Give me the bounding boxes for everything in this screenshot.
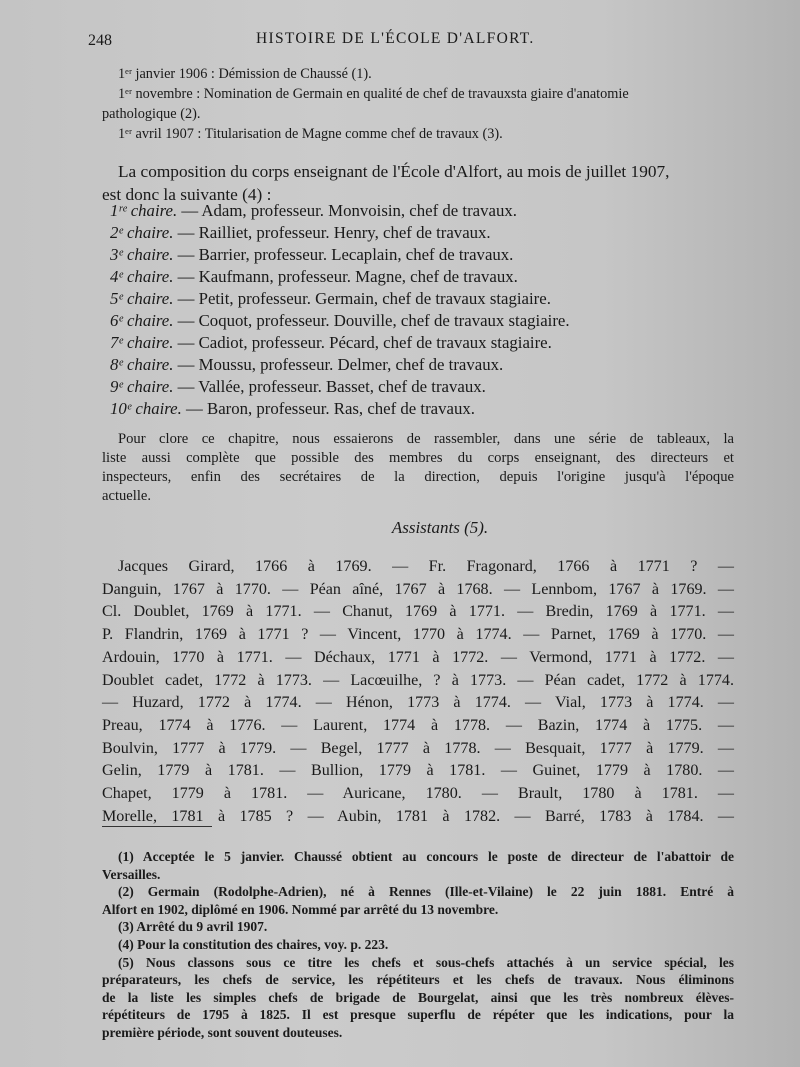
assistants-heading-text: Assistants (5). <box>391 518 489 537</box>
chair-number: 2ᵉ chaire. <box>110 223 174 242</box>
chair-staff: — Kaufmann, professeur. Magne, chef de travaux. <box>173 267 518 286</box>
assistants-line: Gelin, 1779 à 1781. — Bullion, 1779 à 1781. — Guinet, 1779 à 1780. — <box>102 762 734 780</box>
assistants-line: P. Flandrin, 1769 à 1771 ? — Vincent, 1770 à 1774. — Parnet, 1769 à 1770. — <box>102 626 734 644</box>
composition-line: La composition du corps enseignant de l'École d'Alfort, au mois de juillet 1907, <box>118 162 670 181</box>
intro-line: 1ᵉʳ janvier 1906 : Démission de Chaussé (1). <box>118 66 372 82</box>
footnote-line: (1) Acceptée le 5 janvier. Chaussé obtient au concours le poste de directeur de l'abattoir de <box>118 849 734 864</box>
assistants-line: Boulvin, 1777 à 1779. — Begel, 1777 à 1778. — Besquait, 1777 à 1779. — <box>102 739 734 757</box>
assistants-line: Danguin, 1767 à 1770. — Péan aîné, 1767 à 1768. — Lennbom, 1767 à 1769. — <box>102 580 734 598</box>
footnote-line: (3) Arrêté du 9 avril 1907. <box>118 919 268 935</box>
assistants-line: Jacques Girard, 1766 à 1769. — Fr. Fragonard, 1766 à 1771 ? — <box>118 558 734 575</box>
assistants-line: — Huzard, 1772 à 1774. — Hénon, 1773 à 1774. — Vial, 1773 à 1774. — <box>102 694 734 712</box>
running-title: HISTOIRE DE L'ÉCOLE D'ALFORT. <box>256 30 535 47</box>
chair-line <box>102 200 734 222</box>
conclusion-line: inspecteurs, enfin des secrétaires de la direction, depuis l'origine jusqu'à l'époque <box>102 469 734 485</box>
chair-line <box>102 332 734 354</box>
intro-events <box>102 64 734 144</box>
chair-number: 9ᵉ chaire. <box>110 377 174 396</box>
chair-number: 7ᵉ chaire. <box>110 333 174 352</box>
chair-staff: — Vallée, professeur. Basset, chef de travaux. <box>173 377 486 396</box>
assistants-heading <box>0 518 800 538</box>
footnote-line: Alfort en 1902, diplômé en 1906. Nommé par arrêté du 13 novembre. <box>102 901 499 917</box>
footnote-rule <box>102 826 212 827</box>
chair-staff: — Moussu, professeur. Delmer, chef de travaux. <box>173 355 504 374</box>
page-number: 248 <box>88 32 112 49</box>
intro-line: pathologique (2). <box>102 106 201 122</box>
assistants-line: Ardouin, 1770 à 1771. — Déchaux, 1771 à 1772. — Vermond, 1771 à 1772. — <box>102 648 734 666</box>
chair-number: 4ᵉ chaire. <box>110 267 174 286</box>
chairs-list <box>102 200 734 420</box>
chair-line <box>102 288 734 310</box>
chair-staff: — Baron, professeur. Ras, chef de travaux. <box>181 399 475 418</box>
footnote-line: répétiteurs de 1795 à 1825. Il est presque superflu de répéter que les indications, pour la <box>102 1007 734 1023</box>
footnote-line: préparateurs, les chefs de service, les répétiteurs et les chefs de travaux. Nous éliminons <box>102 972 734 988</box>
chair-number: 10ᵉ chaire. <box>110 399 182 418</box>
assistants-line: Doublet cadet, 1772 à 1773. — Lacœuilhe, ? à 1773. — Péan cadet, 1772 à 1774. <box>102 671 734 689</box>
chair-line <box>102 310 734 332</box>
chair-line <box>102 266 734 288</box>
conclusion-line: Pour clore ce chapitre, nous essaierons de rassembler, dans une série de tableaux, la <box>118 431 734 447</box>
chair-staff: — Barrier, professeur. Lecaplain, chef de travaux. <box>173 245 514 264</box>
conclusion-paragraph <box>102 430 734 506</box>
footnote-line: (4) Pour la constitution des chaires, voy. p. 223. <box>118 936 389 952</box>
assistants-line: Chapet, 1779 à 1781. — Auricane, 1780. — Brault, 1780 à 1781. — <box>102 785 734 803</box>
assistants-line: Preau, 1774 à 1776. — Laurent, 1774 à 1778. — Bazin, 1774 à 1775. — <box>102 716 734 734</box>
chair-line <box>102 222 734 244</box>
conclusion-line: actuelle. <box>102 488 152 504</box>
chair-staff: — Adam, professeur. Monvoisin, chef de travaux. <box>177 201 517 220</box>
chair-staff: — Cadiot, professeur. Pécard, chef de travaux stagiaire. <box>173 333 552 352</box>
chair-line <box>102 376 734 398</box>
chair-staff: — Railliet, professeur. Henry, chef de travaux. <box>173 223 491 242</box>
page-header <box>88 30 740 54</box>
chair-staff: — Coquot, professeur. Douville, chef de travaux stagiaire. <box>173 311 570 330</box>
footnote-line: de la liste les simples chefs de brigade de Bourgelat, ainsi que les très nombreux élèves- <box>102 989 734 1005</box>
footnote-line: Versailles. <box>102 866 161 882</box>
conclusion-line: liste aussi complète que possible des membres du corps enseignant, des directeurs et <box>102 450 734 466</box>
chair-number: 5ᵉ chaire. <box>110 289 174 308</box>
footnote-line: première période, sont souvent douteuses. <box>102 1024 343 1040</box>
footnote-line: (5) Nous classons sous ce titre les chefs et sous-chefs attachés à un service spécial, les <box>118 954 734 970</box>
assistants-line: Cl. Doublet, 1769 à 1771. — Chanut, 1769 à 1771. — Bredin, 1769 à 1771. — <box>102 603 734 621</box>
chair-number: 1ʳᵉ chaire. <box>110 201 178 220</box>
chair-number: 8ᵉ chaire. <box>110 355 174 374</box>
chair-line <box>102 398 734 420</box>
assistants-line: Morelle, 1781 à 1785 ? — Aubin, 1781 à 1782. — Barré, 1783 à 1784. — <box>102 807 734 825</box>
intro-line: 1ᵉʳ novembre : Nomination de Germain en qualité de chef de travauxsta giaire d'anatomie <box>118 86 629 102</box>
composition-line: est donc la suivante (4) : <box>102 185 272 204</box>
footnotes <box>102 848 734 1042</box>
intro-line: 1ᵉʳ avril 1907 : Titularisation de Magne comme chef de travaux (3). <box>118 126 503 142</box>
chair-staff: — Petit, professeur. Germain, chef de travaux stagiaire. <box>173 289 551 308</box>
chair-line <box>102 244 734 266</box>
assistants-list <box>102 556 734 828</box>
chair-number: 6ᵉ chaire. <box>110 311 174 330</box>
chair-line <box>102 354 734 376</box>
chair-number: 3ᵉ chaire. <box>110 245 174 264</box>
footnote-line: (2) Germain (Rodolphe-Adrien), né à Rennes (Ille-et-Vilaine) le 22 juin 1881. Entré à <box>118 884 734 900</box>
